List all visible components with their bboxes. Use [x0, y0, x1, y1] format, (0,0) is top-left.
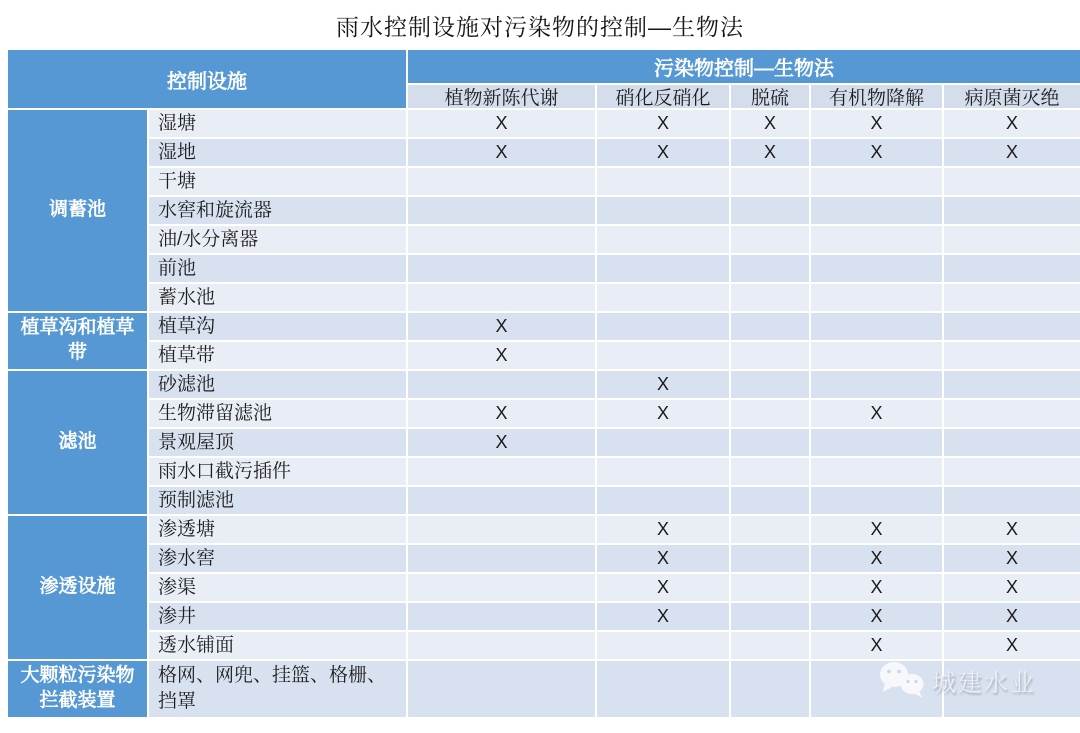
- mark-cell: [811, 255, 942, 282]
- mark-cell: X: [811, 516, 942, 543]
- mark-cell: [597, 197, 729, 224]
- mark-cell: [944, 313, 1080, 340]
- facility-name: 湿塘: [149, 110, 406, 137]
- mark-cell: [731, 632, 809, 659]
- mark-cell: [811, 487, 942, 514]
- group-label: 植草沟和植草带: [8, 313, 147, 369]
- mark-cell: [944, 342, 1080, 369]
- mark-cell: [731, 168, 809, 195]
- mark-cell: X: [944, 632, 1080, 659]
- mark-cell: [597, 429, 729, 456]
- mark-cell: X: [597, 139, 729, 166]
- facility-name: 生物滞留滤池: [149, 400, 406, 427]
- facility-name: 砂滤池: [149, 371, 406, 398]
- mark-cell: X: [811, 632, 942, 659]
- mark-cell: X: [408, 110, 595, 137]
- mark-cell: X: [811, 139, 942, 166]
- mark-cell: [731, 226, 809, 253]
- mark-cell: [597, 255, 729, 282]
- mark-cell: [944, 168, 1080, 195]
- column-header-nitrification: 硝化反硝化: [597, 85, 729, 108]
- mark-cell: X: [944, 516, 1080, 543]
- mark-cell: X: [408, 400, 595, 427]
- mark-cell: [597, 632, 729, 659]
- mark-cell: [811, 226, 942, 253]
- mark-cell: [731, 429, 809, 456]
- mark-cell: X: [408, 342, 595, 369]
- facility-name: 植草带: [149, 342, 406, 369]
- facility-name: 雨水口截污插件: [149, 458, 406, 485]
- mark-cell: X: [944, 139, 1080, 166]
- mark-cell: [597, 168, 729, 195]
- mark-cell: [731, 284, 809, 311]
- main-header: 污染物控制—生物法: [408, 50, 1080, 83]
- facility-name: 植草沟: [149, 313, 406, 340]
- facility-name: 湿地: [149, 139, 406, 166]
- mark-cell: X: [944, 603, 1080, 630]
- mark-cell: [944, 197, 1080, 224]
- facility-name: 前池: [149, 255, 406, 282]
- facility-name: 渗渠: [149, 574, 406, 601]
- mark-cell: [731, 197, 809, 224]
- mark-cell: [408, 168, 595, 195]
- group-label: 大颗粒污染物拦截装置: [8, 661, 147, 717]
- facility-name: 渗透塘: [149, 516, 406, 543]
- mark-cell: [731, 371, 809, 398]
- facility-name: 油/水分离器: [149, 226, 406, 253]
- mark-cell: X: [408, 139, 595, 166]
- mark-cell: X: [408, 313, 595, 340]
- mark-cell: X: [408, 429, 595, 456]
- mark-cell: [944, 400, 1080, 427]
- mark-cell: [408, 603, 595, 630]
- mark-cell: X: [597, 603, 729, 630]
- mark-cell: [597, 226, 729, 253]
- facility-name: 蓄水池: [149, 284, 406, 311]
- mark-cell: [731, 545, 809, 572]
- mark-cell: [811, 371, 942, 398]
- mark-cell: [408, 574, 595, 601]
- mark-cell: [731, 400, 809, 427]
- mark-cell: X: [811, 110, 942, 137]
- facility-name: 渗水窖: [149, 545, 406, 572]
- mark-cell: [408, 516, 595, 543]
- mark-cell: [408, 226, 595, 253]
- mark-cell: [731, 487, 809, 514]
- wechat-icon: [878, 660, 926, 700]
- mark-cell: [944, 284, 1080, 311]
- mark-cell: X: [811, 400, 942, 427]
- mark-cell: [731, 574, 809, 601]
- facility-name: 渗井: [149, 603, 406, 630]
- mark-cell: X: [597, 400, 729, 427]
- mark-cell: [944, 487, 1080, 514]
- mark-cell: [408, 255, 595, 282]
- mark-cell: [597, 313, 729, 340]
- watermark-text: 城建水业: [932, 669, 1036, 697]
- mark-cell: X: [597, 516, 729, 543]
- mark-cell: X: [944, 574, 1080, 601]
- mark-cell: [811, 429, 942, 456]
- mark-cell: [408, 371, 595, 398]
- page-title: 雨水控制设施对污染物的控制—生物法: [336, 14, 744, 40]
- group-label: 渗透设施: [8, 516, 147, 659]
- mark-cell: X: [811, 603, 942, 630]
- facility-name: 水窖和旋流器: [149, 197, 406, 224]
- mark-cell: [811, 197, 942, 224]
- mark-cell: [731, 255, 809, 282]
- watermark: [878, 660, 1036, 700]
- mark-cell: [408, 487, 595, 514]
- mark-cell: [944, 429, 1080, 456]
- mark-cell: [408, 197, 595, 224]
- mark-cell: [408, 284, 595, 311]
- mark-cell: [811, 284, 942, 311]
- mark-cell: [597, 284, 729, 311]
- mark-cell: [731, 516, 809, 543]
- mark-cell: [811, 342, 942, 369]
- mark-cell: X: [597, 371, 729, 398]
- mark-cell: [731, 342, 809, 369]
- group-label: 滤池: [8, 371, 147, 514]
- mark-cell: [408, 458, 595, 485]
- mark-cell: [408, 545, 595, 572]
- column-header-organic-degradation: 有机物降解: [811, 85, 942, 108]
- mark-cell: [731, 603, 809, 630]
- mark-cell: [811, 313, 942, 340]
- mark-cell: X: [811, 545, 942, 572]
- mark-cell: [944, 226, 1080, 253]
- facility-name: 景观屋顶: [149, 429, 406, 456]
- mark-cell: [597, 342, 729, 369]
- mark-cell: [811, 458, 942, 485]
- mark-cell: X: [944, 110, 1080, 137]
- facility-name: 预制滤池: [149, 487, 406, 514]
- mark-cell: X: [944, 545, 1080, 572]
- mark-cell: [731, 458, 809, 485]
- mark-cell: [944, 255, 1080, 282]
- group-label: 调蓄池: [8, 110, 147, 311]
- mark-cell: [597, 487, 729, 514]
- mark-cell: [811, 168, 942, 195]
- mark-cell: X: [731, 110, 809, 137]
- mark-cell: [597, 661, 729, 717]
- mark-cell: [944, 371, 1080, 398]
- column-header-plant-metabolism: 植物新陈代谢: [408, 85, 595, 108]
- mark-cell: X: [811, 574, 942, 601]
- corner-header: 控制设施: [8, 50, 406, 108]
- mark-cell: X: [597, 574, 729, 601]
- mark-cell: [408, 632, 595, 659]
- mark-cell: X: [597, 545, 729, 572]
- mark-cell: X: [597, 110, 729, 137]
- facility-name: 格网、网兜、挂篮、格栅、挡罩: [149, 661, 406, 717]
- mark-cell: [731, 661, 809, 717]
- mark-cell: [597, 458, 729, 485]
- mark-cell: [944, 458, 1080, 485]
- pollution-control-table: [8, 50, 1080, 717]
- facility-name: 干塘: [149, 168, 406, 195]
- mark-cell: [731, 313, 809, 340]
- facility-name: 透水铺面: [149, 632, 406, 659]
- column-header-desulfurization: 脱硫: [731, 85, 809, 108]
- mark-cell: [408, 661, 595, 717]
- mark-cell: X: [731, 139, 809, 166]
- column-header-pathogen-elimination: 病原菌灭绝: [944, 85, 1080, 108]
